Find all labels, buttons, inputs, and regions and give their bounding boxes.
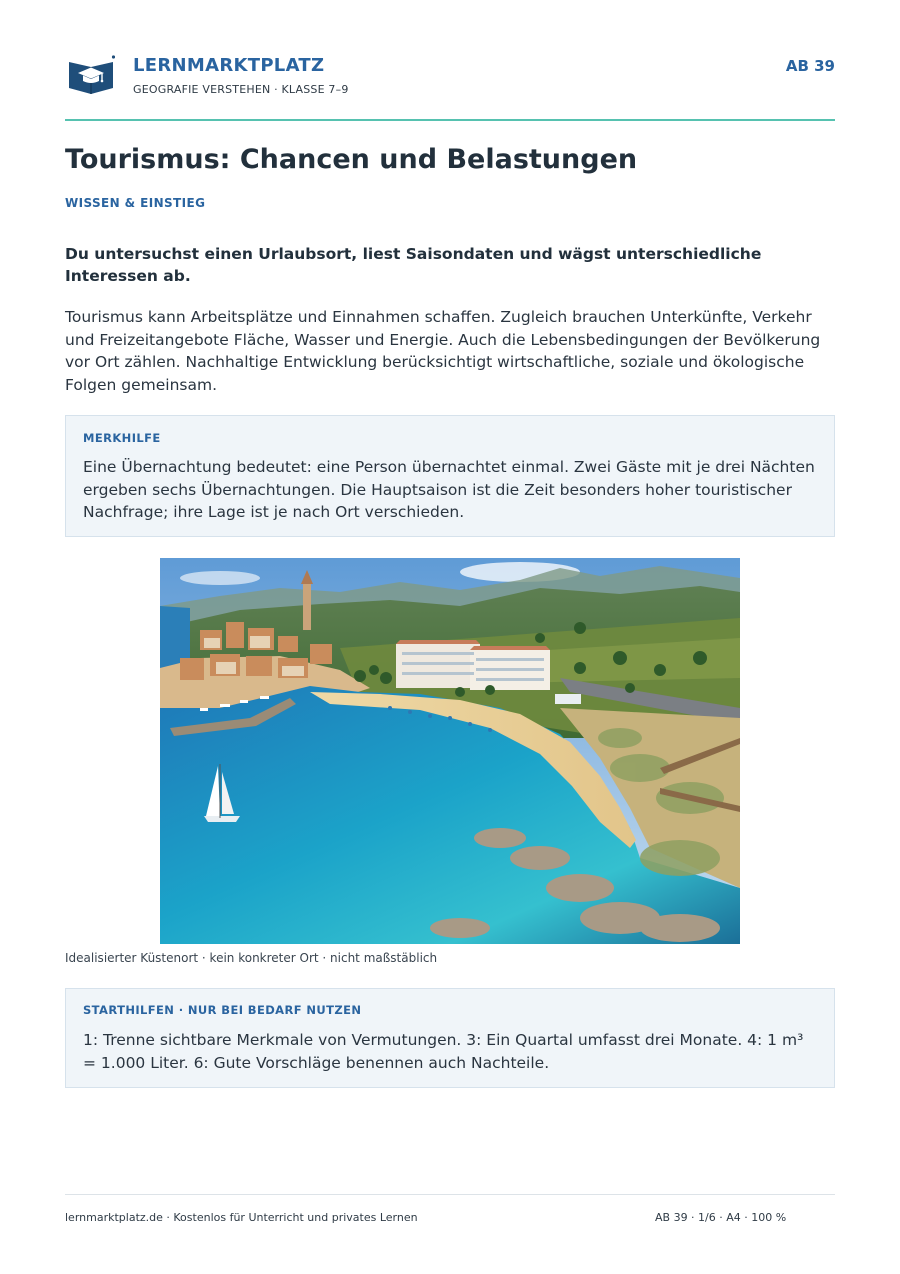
- merkhilfe-text: Eine Übernachtung bedeutet: eine Person übernachtet einmal. Zwei Gäste mit je drei Nächten ergeben sechs Übernachtungen. Die Hauptsaison ist die Zeit besonders hoher touristischer Nachfrage; ihre Lage ist je nach Ort verschieden.: [83, 458, 815, 521]
- footer-divider: [65, 1194, 835, 1195]
- section-label: WISSEN & EINSTIEG: [65, 196, 206, 210]
- footer-source: lernmarktplatz.de · Kostenlos für Unterricht und privates Lernen: [65, 1211, 418, 1224]
- footer-page-info: AB 39 · 1/6 · A4 · 100 %: [655, 1211, 787, 1224]
- lead-text: Du untersuchst einen Urlaubsort, liest Saisondaten und wägst unterschiedliche Interessen ab.: [65, 245, 762, 285]
- intro-text: Tourismus kann Arbeitsplätze und Einnahmen schaffen. Zugleich brauchen Unterkünfte, Verkehr und Freizeitangebote Fläche, Wasser und Energie. Auch die Lebensbedingungen der Bevölkerung vor Ort zählen. Nachhaltige Entwicklung berücksichtigt wirtschaftliche, soziale und ökologische Folgen gemeinsam.: [65, 308, 821, 394]
- merkhilfe-label: MERKHILFE: [83, 431, 161, 445]
- coastal-town-illustration: [160, 558, 740, 944]
- starthilfen-label: STARTHILFEN · NUR BEI BEDARF NUTZEN: [83, 1003, 362, 1017]
- graduation-cap-book-icon: [67, 54, 115, 94]
- sheet-id: AB 39: [785, 57, 835, 75]
- header-divider: [65, 119, 835, 121]
- starthilfen-text: 1: Trenne sichtbare Merkmale von Vermutungen. 3: Ein Quartal umfasst drei Monate. 4: 1 m³ = 1.000 Liter. 6: Gute Vorschläge benennen auch Nachteile.: [83, 1031, 804, 1072]
- page-title: Tourismus: Chancen und Belastungen: [65, 144, 638, 175]
- brand-subtitle: GEOGRAFIE VERSTEHEN · KLASSE 7–9: [133, 83, 349, 96]
- figure-caption: Idealisierter Küstenort · kein konkreter Ort · nicht maßstäblich: [65, 951, 438, 965]
- merkhilfe-box: [65, 415, 835, 537]
- starthilfen-box: [65, 988, 835, 1088]
- brand-name: LERNMARKTPLATZ: [133, 55, 325, 76]
- page-header: [65, 52, 835, 122]
